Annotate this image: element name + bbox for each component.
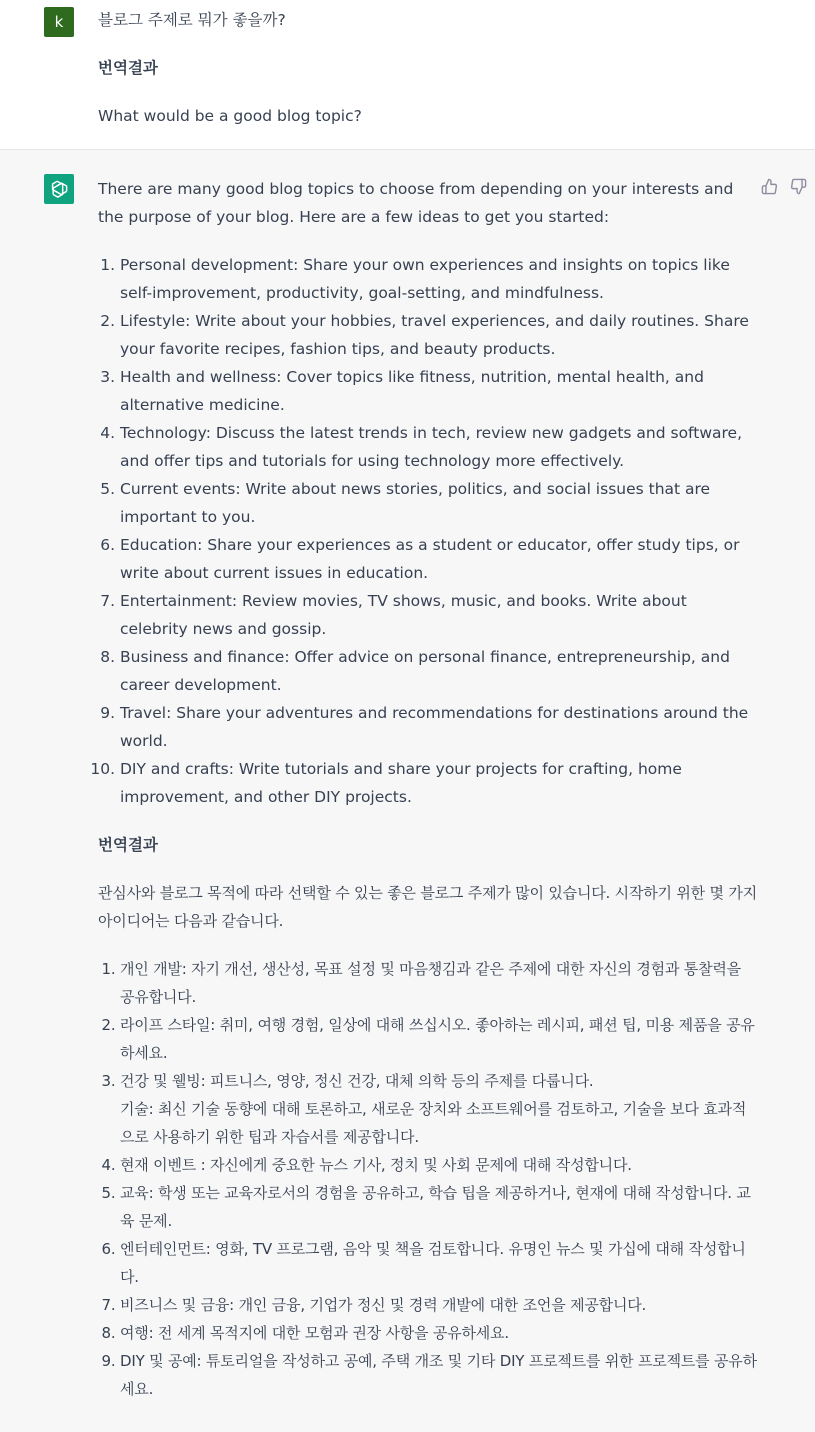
list-item: 7. 비즈니스 및 금융: 개인 금융, 기업가 정신 및 경력 개발에 대한 조언을 제공합니다. — [120, 1291, 758, 1319]
list-item: 5. Current events: Write about news stories, politics, and social issues that are important to you. — [120, 475, 758, 531]
thumbs-down-icon — [790, 178, 807, 195]
list-item — [120, 1067, 758, 1151]
user-translation: What would be a good blog topic? — [98, 107, 362, 125]
list-item: 1. Personal development: Share your own experiences and insights on topics like self-improvement, productivity, goal-setting, and mindfulness. — [120, 251, 758, 307]
list-item: 1. 개인 개발: 자기 개선, 생산성, 목표 설정 및 마음챙김과 같은 주제에 대한 자신의 경험과 통찰력을 공유합니다. — [120, 955, 758, 1011]
thumbs-up-icon — [761, 178, 778, 195]
list-item: 8. Business and finance: Offer advice on personal finance, entrepreneurship, and career development. — [120, 643, 758, 699]
dislike-button[interactable] — [790, 178, 807, 195]
list-item: 4. Technology: Discuss the latest trends in tech, review new gadgets and software, and offer tips and tutorials for using technology more effectively. — [120, 419, 758, 475]
list-item: 7. Entertainment: Review movies, TV shows, music, and books. Write about celebrity news and gossip. — [120, 587, 758, 643]
assistant-intro: There are many good blog topics to choose from depending on your interests and the purpose of your blog. Here are a few ideas to get you started: — [98, 180, 734, 226]
assistant-message — [0, 150, 815, 1432]
list-item: 10. DIY and crafts: Write tutorials and share your projects for crafting, home improvement, and other DIY projects. — [120, 755, 758, 811]
user-question: 블로그 주제로 뭐가 좋을까? — [98, 11, 286, 29]
list-item: 9. DIY 및 공예: 튜토리얼을 작성하고 공예, 주택 개조 및 기타 DIY 프로젝트를 위한 프로젝트를 공유하세요. — [120, 1347, 758, 1403]
assistant-ko-intro: 관심사와 블로그 목적에 따라 선택할 수 있는 좋은 블로그 주제가 많이 있습니다. 시작하기 위한 몇 가지 아이디어는 다음과 같습니다. — [98, 884, 757, 930]
list-item: 9. Travel: Share your adventures and recommendations for destinations around the world. — [120, 699, 758, 755]
list-item: 2. 라이프 스타일: 취미, 여행 경험, 일상에 대해 쓰십시오. 좋아하는 레시피, 패션 팁, 미용 제품을 공유하세요. — [120, 1011, 758, 1067]
user-message-content — [98, 6, 758, 150]
assistant-avatar — [44, 174, 74, 204]
user-message — [0, 0, 815, 150]
list-item: 6. Education: Share your experiences as a student or educator, offer study tips, or write about current issues in education. — [120, 531, 758, 587]
like-button[interactable] — [761, 178, 778, 195]
topic-list — [98, 251, 758, 811]
list-item: 3. Health and wellness: Cover topics like fitness, nutrition, mental health, and alternative medicine. — [120, 363, 758, 419]
user-translation-label: 번역결과 — [98, 59, 158, 77]
ko-item-tech: 기술: 최신 기술 동향에 대해 토론하고, 새로운 장치와 소프트웨어를 검토하고, 기술을 보다 효과적으로 사용하기 위한 팁과 자습서를 제공합니다. — [120, 1100, 747, 1146]
assistant-translation-label: 번역결과 — [98, 836, 158, 854]
list-item: 5. 교육: 학생 또는 교육자로서의 경험을 공유하고, 학습 팁을 제공하거나, 현재에 대해 작성합니다. 교육 문제. — [120, 1179, 758, 1235]
list-item: 4. 현재 이벤트 : 자신에게 중요한 뉴스 기사, 정치 및 사회 문제에 대해 작성합니다. — [120, 1151, 758, 1179]
ko-item-health: 건강 및 웰빙: 피트니스, 영양, 정신 건강, 대체 의학 등의 주제를 다룹니다. — [120, 1072, 594, 1090]
list-item: 6. 엔터테인먼트: 영화, TV 프로그램, 음악 및 책을 검토합니다. 유명인 뉴스 및 가십에 대해 작성합니다. — [120, 1235, 758, 1291]
list-item: 8. 여행: 전 세계 목적지에 대한 모험과 권장 사항을 공유하세요. — [120, 1319, 758, 1347]
ko-topic-list — [98, 955, 758, 1403]
list-item: 2. Lifestyle: Write about your hobbies, travel experiences, and daily routines. Share your favorite recipes, fashion tips, and beauty products. — [120, 307, 758, 363]
openai-logo-icon — [48, 178, 70, 200]
assistant-message-content — [98, 175, 758, 1423]
feedback-buttons — [761, 178, 807, 195]
user-avatar: k — [44, 7, 74, 37]
